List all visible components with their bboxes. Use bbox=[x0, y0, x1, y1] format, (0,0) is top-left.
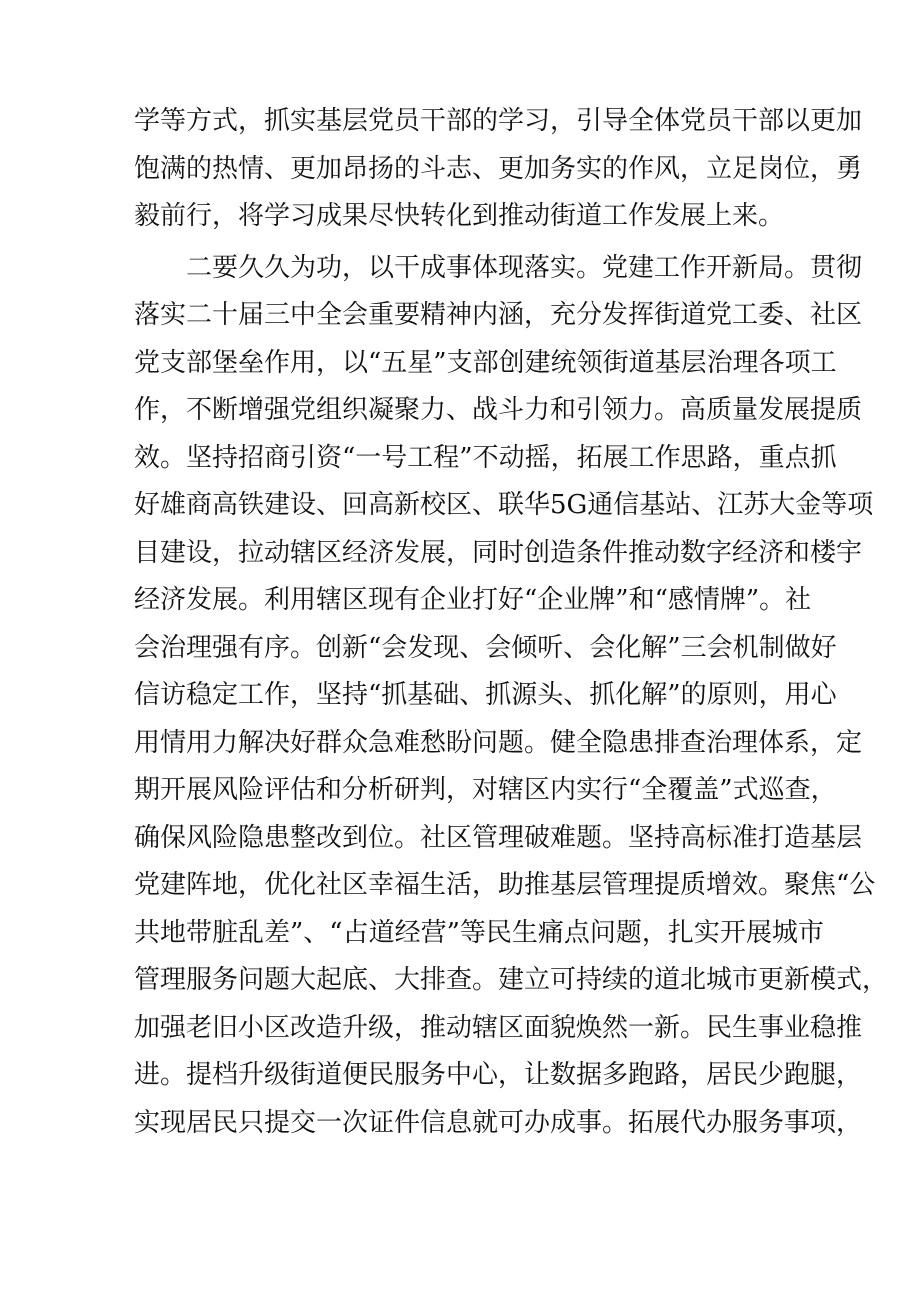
text-line: 毅前行，将学习成果尽快转化到推动街道工作发展上来。 bbox=[134, 201, 785, 231]
text-line: 学等方式，抓实基层党员干部的学习，引导全体党员干部以更加 bbox=[134, 106, 863, 136]
text-line: 好雄商高铁建设、回高新校区、联华5G通信基站、江苏大金等项 bbox=[134, 490, 874, 520]
text-line: 用情用力解决好群众急难愁盼问题。健全隐患排查治理体系，定 bbox=[134, 727, 863, 758]
text-line: 信访稳定工作，坚持“抓基础、抓源头、抓化解”的原则，用心 bbox=[134, 680, 837, 710]
paragraph-1 bbox=[134, 98, 863, 241]
text-line: 共地带脏乱差”、“占道经营”等民生痛点问题，扎实开展城市 bbox=[134, 917, 824, 948]
text-line: 二要久久为功，以干成事体现落实。党建工作开新局。贯彻 bbox=[186, 252, 863, 283]
text-line: 进。提档升级街道便民服务中心，让数据多跑路，居民少跑腿， bbox=[134, 1060, 863, 1090]
paragraph-2 bbox=[134, 245, 889, 1148]
text-line: 饱满的热情、更加昂扬的斗志、更加务实的作风，立足岗位，勇 bbox=[134, 153, 863, 184]
text-line: 落实二十届三中全会重要精神内涵，充分发挥街道党工委、社区 bbox=[134, 300, 863, 330]
document-body bbox=[134, 98, 889, 1147]
text-line: 会治理强有序。创新“会发现、会倾听、会化解”三会机制做好 bbox=[134, 632, 837, 663]
text-line: 经济发展。利用辖区现有企业打好“企业牌”和“感情牌”。社 bbox=[134, 585, 812, 615]
text-line: 党建阵地，优化社区幸福生活，助推基层管理提质增效。聚焦“公 bbox=[134, 870, 876, 900]
text-line: 实现居民只提交一次证件信息就可办成事。拓展代办服务事项， bbox=[134, 1107, 863, 1138]
text-line: 管理服务问题大起底、大排查。建立可持续的道北城市更新模式， bbox=[134, 965, 889, 995]
text-line: 党支部堡垒作用，以“五星”支部创建统领街道基层治理各项工 bbox=[134, 347, 837, 378]
text-line: 目建设，拉动辖区经济发展，同时创造条件推动数字经济和楼宇 bbox=[134, 537, 863, 568]
text-line: 期开展风险评估和分析研判，对辖区内实行“全覆盖”式巡查， bbox=[134, 775, 837, 805]
text-line: 作，不断增强党组织凝聚力、战斗力和引领力。高质量发展提质 bbox=[134, 395, 863, 425]
text-line: 确保风险隐患整改到位。社区管理破难题。坚持高标准打造基层 bbox=[134, 822, 863, 853]
text-line: 效。坚持招商引资“一号工程”不动摇，拓展工作思路，重点抓 bbox=[134, 442, 837, 473]
text-line: 加强老旧小区改造升级，推动辖区面貌焕然一新。民生事业稳推 bbox=[134, 1012, 863, 1043]
